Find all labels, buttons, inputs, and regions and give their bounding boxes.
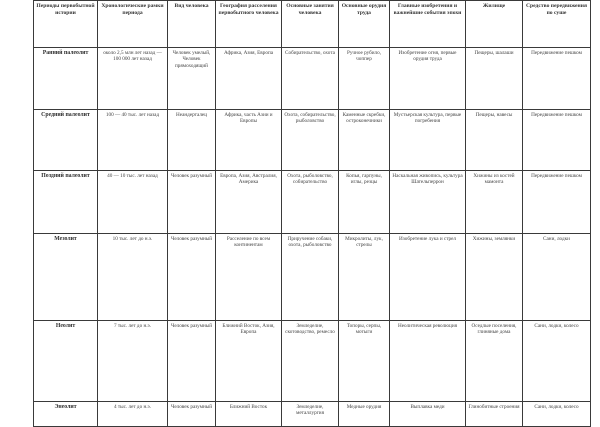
cell-transport: Сани, лодки, колесо — [523, 402, 591, 427]
cell-species: Человек разумный — [168, 171, 216, 234]
header-tools: Основные орудия труда — [339, 1, 390, 48]
header-transport: Средство передвижения по суше — [523, 1, 591, 48]
table-row — [34, 234, 591, 321]
cell-period: Неолит — [34, 321, 98, 402]
cell-activities: Собирательство, охота — [282, 48, 339, 110]
cell-transport: Сани, лодки — [523, 234, 591, 321]
table-header-row — [34, 1, 591, 48]
cell-activities: Земледелие, металлургия — [282, 402, 339, 427]
cell-inventions: Мустьерская культура, первые погребения — [390, 110, 466, 171]
cell-inventions: Выплавка меди — [390, 402, 466, 427]
cell-dates: 4 тыс. лет до н.э. — [98, 402, 168, 427]
cell-geography: Ближний Восток — [216, 402, 282, 427]
cell-period: Мезолит — [34, 234, 98, 321]
cell-geography: Ближний Восток, Азия, Европа — [216, 321, 282, 402]
cell-dwelling: Хижины, землянки — [466, 234, 523, 321]
cell-activities: Земледелие, скотоводство, ремесло — [282, 321, 339, 402]
cell-transport: Передвижение пешком — [523, 110, 591, 171]
cell-dates: 10 тыс. лет до н.э. — [98, 234, 168, 321]
cell-dates: 7 тыс. лет до н.э. — [98, 321, 168, 402]
cell-species: Человек разумный — [168, 321, 216, 402]
table-row — [34, 402, 591, 427]
cell-dates: 40 — 10 тыс. лет назад — [98, 171, 168, 234]
cell-tools: Копья, гарпуны, иглы, резцы — [339, 171, 390, 234]
cell-inventions: Неолитическая революция — [390, 321, 466, 402]
cell-transport: Передвижение пешком — [523, 171, 591, 234]
cell-activities: Приручение собаки, охота, рыболовство — [282, 234, 339, 321]
cell-dwelling: Оседлые поселения, глиняные дома — [466, 321, 523, 402]
cell-inventions: Наскальная живопись, культура Шательперрон — [390, 171, 466, 234]
header-period: Периоды первобытной истории — [34, 1, 98, 48]
cell-activities: Охота, собирательство, рыболовство — [282, 110, 339, 171]
table-row — [34, 321, 591, 402]
cell-period: Энеолит — [34, 402, 98, 427]
cell-period: Средний палеолит — [34, 110, 98, 171]
cell-transport: Передвижение пешком — [523, 48, 591, 110]
cell-activities: Охота, рыболовство, собирательство — [282, 171, 339, 234]
cell-dates: 100 — 40 тыс. лет назад — [98, 110, 168, 171]
cell-tools: Топоры, серпы, мотыги — [339, 321, 390, 402]
header-activities: Основные занятия человека — [282, 1, 339, 48]
cell-geography: Расселение по всем континентам — [216, 234, 282, 321]
header-species: Вид человека — [168, 1, 216, 48]
table-row — [34, 171, 591, 234]
cell-inventions: Изобретение лука и стрел — [390, 234, 466, 321]
cell-geography: Африка, часть Азии и Европы — [216, 110, 282, 171]
header-dates: Хронологические рамки периода — [98, 1, 168, 48]
cell-species: Человек умелый, Человек прямоходящий — [168, 48, 216, 110]
header-dwelling: Жилище — [466, 1, 523, 48]
cell-period: Ранний палеолит — [34, 48, 98, 110]
cell-species: Человек разумный — [168, 402, 216, 427]
cell-geography: Африка, Азия, Европа — [216, 48, 282, 110]
cell-dates: около 2,5 млн лет назад — 100 000 лет назад — [98, 48, 168, 110]
table-row — [34, 110, 591, 171]
cell-species: Человек разумный — [168, 234, 216, 321]
cell-species: Неандерталец — [168, 110, 216, 171]
cell-dwelling: Хижины из костей мамонта — [466, 171, 523, 234]
table-row — [34, 48, 591, 110]
cell-tools: Ручное рубило, чоппер — [339, 48, 390, 110]
cell-transport: Сани, лодки, колесо — [523, 321, 591, 402]
prehistory-periods-table — [33, 0, 591, 427]
cell-tools: Каменные скребки, остроконечники — [339, 110, 390, 171]
cell-geography: Европа, Азия, Австралия, Америка — [216, 171, 282, 234]
cell-tools: Медные орудия — [339, 402, 390, 427]
header-inventions: Главные изобретения и важнейшие события эпохи — [390, 1, 466, 48]
cell-period: Поздний палеолит — [34, 171, 98, 234]
cell-tools: Микролиты, лук, стрелы — [339, 234, 390, 321]
cell-dwelling: Глинобитные строения — [466, 402, 523, 427]
cell-dwelling: Пещеры, шалаши — [466, 48, 523, 110]
cell-dwelling: Пещеры, навесы — [466, 110, 523, 171]
cell-inventions: Изобретение огня, первые орудия труда — [390, 48, 466, 110]
header-geography: География расселения первобытного человека — [216, 1, 282, 48]
